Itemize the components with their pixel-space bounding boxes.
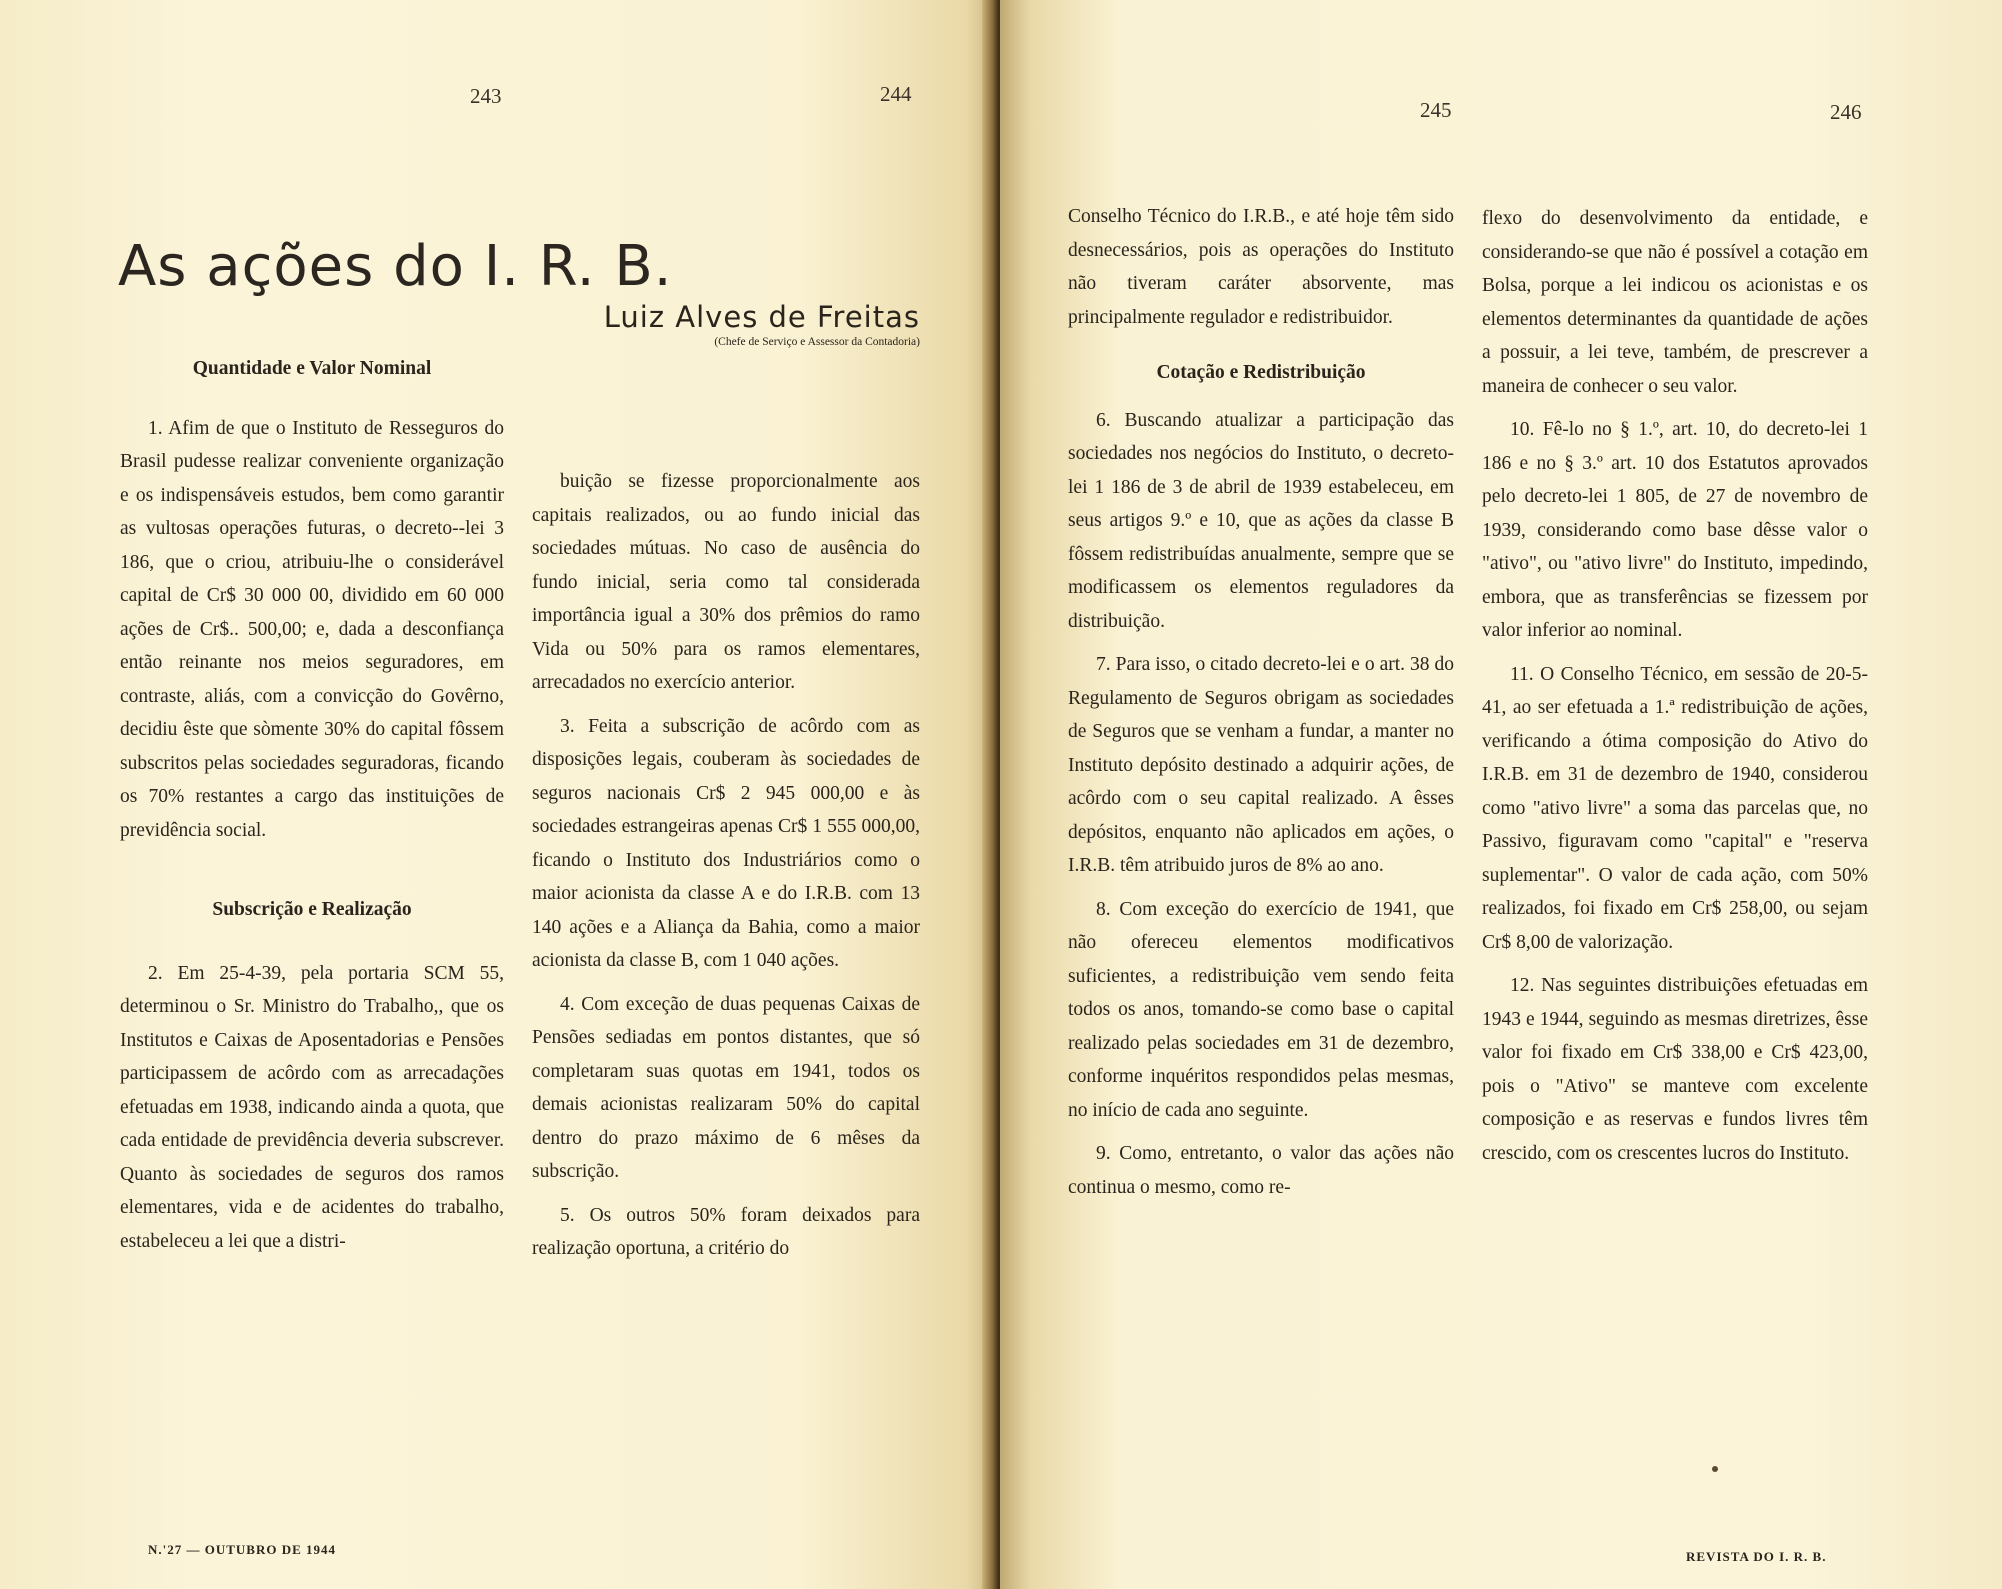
author-name: Luiz Alves de Freitas	[603, 300, 920, 334]
paragraph-continued-2: Conselho Técnico do I.R.B., e até hoje têm sido desnecessários, pois as operações do Instituto não tiveram caráter absorvente, mas principalmente regulador e redistribuidor.	[1068, 206, 1454, 328]
paragraph-6: 6. Buscando atualizar a participação das sociedades nos negócios do Instituto, o decreto-lei 1 186 de 3 de abril de 1939 estabeleceu, em seus artigos 9.º e 10, que as ações da classe B fôssem redistribuídas anualmente, sempre que se modificassem os elementos reguladores da distribuição.	[1068, 409, 1454, 632]
column-3	[1068, 200, 1454, 1214]
paragraph-8: 8. Com exceção do exercício de 1941, que não ofereceu elementos modificativos suficientes, a redistribuição vem sendo feita todos os anos, tomando-se como base o capital realizado pelas sociedades em 31 de dezembro, conforme inquéritos respondidos pelas mesmas, no início de cada ano seguinte.	[1068, 898, 1454, 1121]
paragraph-12: 12. Nas seguintes distribuições efetuadas em 1943 e 1944, seguindo as mesmas diretrizes, êsse valor foi fixado em Cr$ 338,00 e Cr$ 423,00, pois o "Ativo" se manteve com excelente composição e as reservas e fundos livres têm crescido, com os crescentes lucros do Instituto.	[1482, 975, 1868, 1164]
page-number-246: 246	[1830, 100, 1862, 124]
left-page	[0, 0, 996, 1589]
article-title: As ações do I. R. B.	[118, 233, 673, 299]
footer-journal: REVISTA DO I. R. B.	[1686, 1549, 1827, 1564]
column-1	[120, 352, 504, 1268]
paragraph-10: 10. Fê-lo no § 1.º, art. 10, do decreto-lei 1 186 e no § 3.º art. 10 dos Estatutos aprovados pelo decreto-lei 1 805, de 27 de novembro de 1939, considerando como base dêsse valor o "ativo", ou "ativo livre" do Instituto, impedindo, embora, que as transferências se fizessem por valor inferior ao nominal.	[1482, 419, 1868, 641]
page-number-243: 243	[470, 84, 502, 108]
paragraph-7: 7. Para isso, o citado decreto-lei e o art. 38 do Regulamento de Seguros obrigam as sociedades de Seguros que se venham a fundar, a manter no Instituto depósito destinado a adquirir ações, de acôrdo com o seu capital realizado. A êsses depósitos, enquanto não aplicados em ações, o I.R.B. têm atribuido juros de 8% ao ano.	[1068, 654, 1454, 876]
footer-issue: N.'27 — OUTUBRO DE 1944	[148, 1542, 337, 1557]
right-page	[1000, 0, 2002, 1589]
paragraph-2: 2. Em 25-4-39, pela portaria SCM 55, determinou o Sr. Ministro do Trabalho,, que os Institutos e Caixas de Aposentadorias e Pensões participassem de acôrdo com as arrecadações efetuadas em 1938, indicando ainda a quota, que cada entidade de previdência deveria subscrever. Quanto às sociedades de seguros dos ramos elementares, vida e de acidentes do trabalho, estabeleceu a lei que a distri-	[120, 962, 504, 1252]
section-heading-quantidade: Quantidade e Valor Nominal	[192, 358, 432, 379]
author-block	[580, 300, 920, 348]
section-heading-subscricao: Subscrição e Realização	[212, 899, 412, 920]
column-4	[1482, 202, 1868, 1180]
paragraph-9: 9. Como, entretanto, o valor das ações não continua o mesmo, como re-	[1068, 1143, 1454, 1198]
page-number-245: 245	[1420, 98, 1452, 122]
paragraph-continued-3: flexo do desenvolvimento da entidade, e considerando-se que não é possível a cotação em Bolsa, porque a lei indicou os acionistas e os elementos determinantes da quantidade de ações a possuir, a lei teve, também, de prescrever a maneira de conhecer o seu valor.	[1482, 208, 1868, 397]
paragraph-3: 3. Feita a subscrição de acôrdo com as disposições legais, couberam às sociedades de seguros nacionais Cr$ 2 945 000,00 e às sociedades estrangeiras apenas Cr$ 1 555 000,00, ficando o Instituto dos Industriários como o maior acionista da classe A e do I.R.B. com 13 140 ações e a Aliança da Bahia, como a maior acionista da classe B, com 1 040 ações.	[532, 715, 920, 971]
end-mark	[1712, 1466, 1718, 1472]
author-role: (Chefe de Serviço e Assessor da Contadoria)	[714, 336, 920, 348]
paragraph-11: 11. O Conselho Técnico, em sessão de 20-5-41, ao ser efetuada a 1.ª redistribuição de ações, verificando a ótima composição do Ativo do I.R.B. em 31 de dezembro de 1940, considerou como "ativo livre" a soma das parcelas que, no Passivo, figuravam como "capital" e "reserva suplementar". O valor de cada ação, com 50% realizados, foi fixado em Cr$ 258,00, ou sejam Cr$ 8,00 de valorização.	[1482, 663, 1868, 953]
page-number-244: 244	[880, 82, 912, 106]
paragraph-1: 1. Afim de que o Instituto de Resseguros do Brasil pudesse realizar conveniente organização e os indispensáveis estudos, bem como garantir as vultosas operações futuras, o decreto--lei 3 186, que o criou, atribuiu-lhe o considerável capital de Cr$ 30 000 00, dividido em 60 000 ações de Cr$.. 500,00; e, dada a desconfiança então reinante nos meios seguradores, em contraste, aliás, com a convicção do Govêrno, decidiu êste que sòmente 30% do capital fôssem subscritos pelas sociedades seguradoras, ficando os 70% restantes a cargo das instituições de previdência social.	[120, 417, 504, 841]
column-2	[532, 465, 920, 1276]
paragraph-continued: buição se fizesse proporcionalmente aos capitais realizados, ou ao fundo inicial das sociedades mútuas. No caso de ausência do fundo inicial, seria como tal considerada importância igual a 30% dos prêmios do ramo Vida ou 50% para os ramos elementares, arrecadados no exercício anterior.	[532, 471, 920, 693]
section-heading-cotacao: Cotação e Redistribuição	[1156, 362, 1366, 383]
paragraph-4: 4. Com exceção de duas pequenas Caixas de Pensões sediadas em pontos distantes, que só completaram suas quotas em 1941, todos os demais acionistas realizaram 50% do capital dentro do prazo máximo de 6 mêses da subscrição.	[532, 993, 920, 1182]
paragraph-5: 5. Os outros 50% foram deixados para realização oportuna, a critério do	[532, 1204, 920, 1259]
